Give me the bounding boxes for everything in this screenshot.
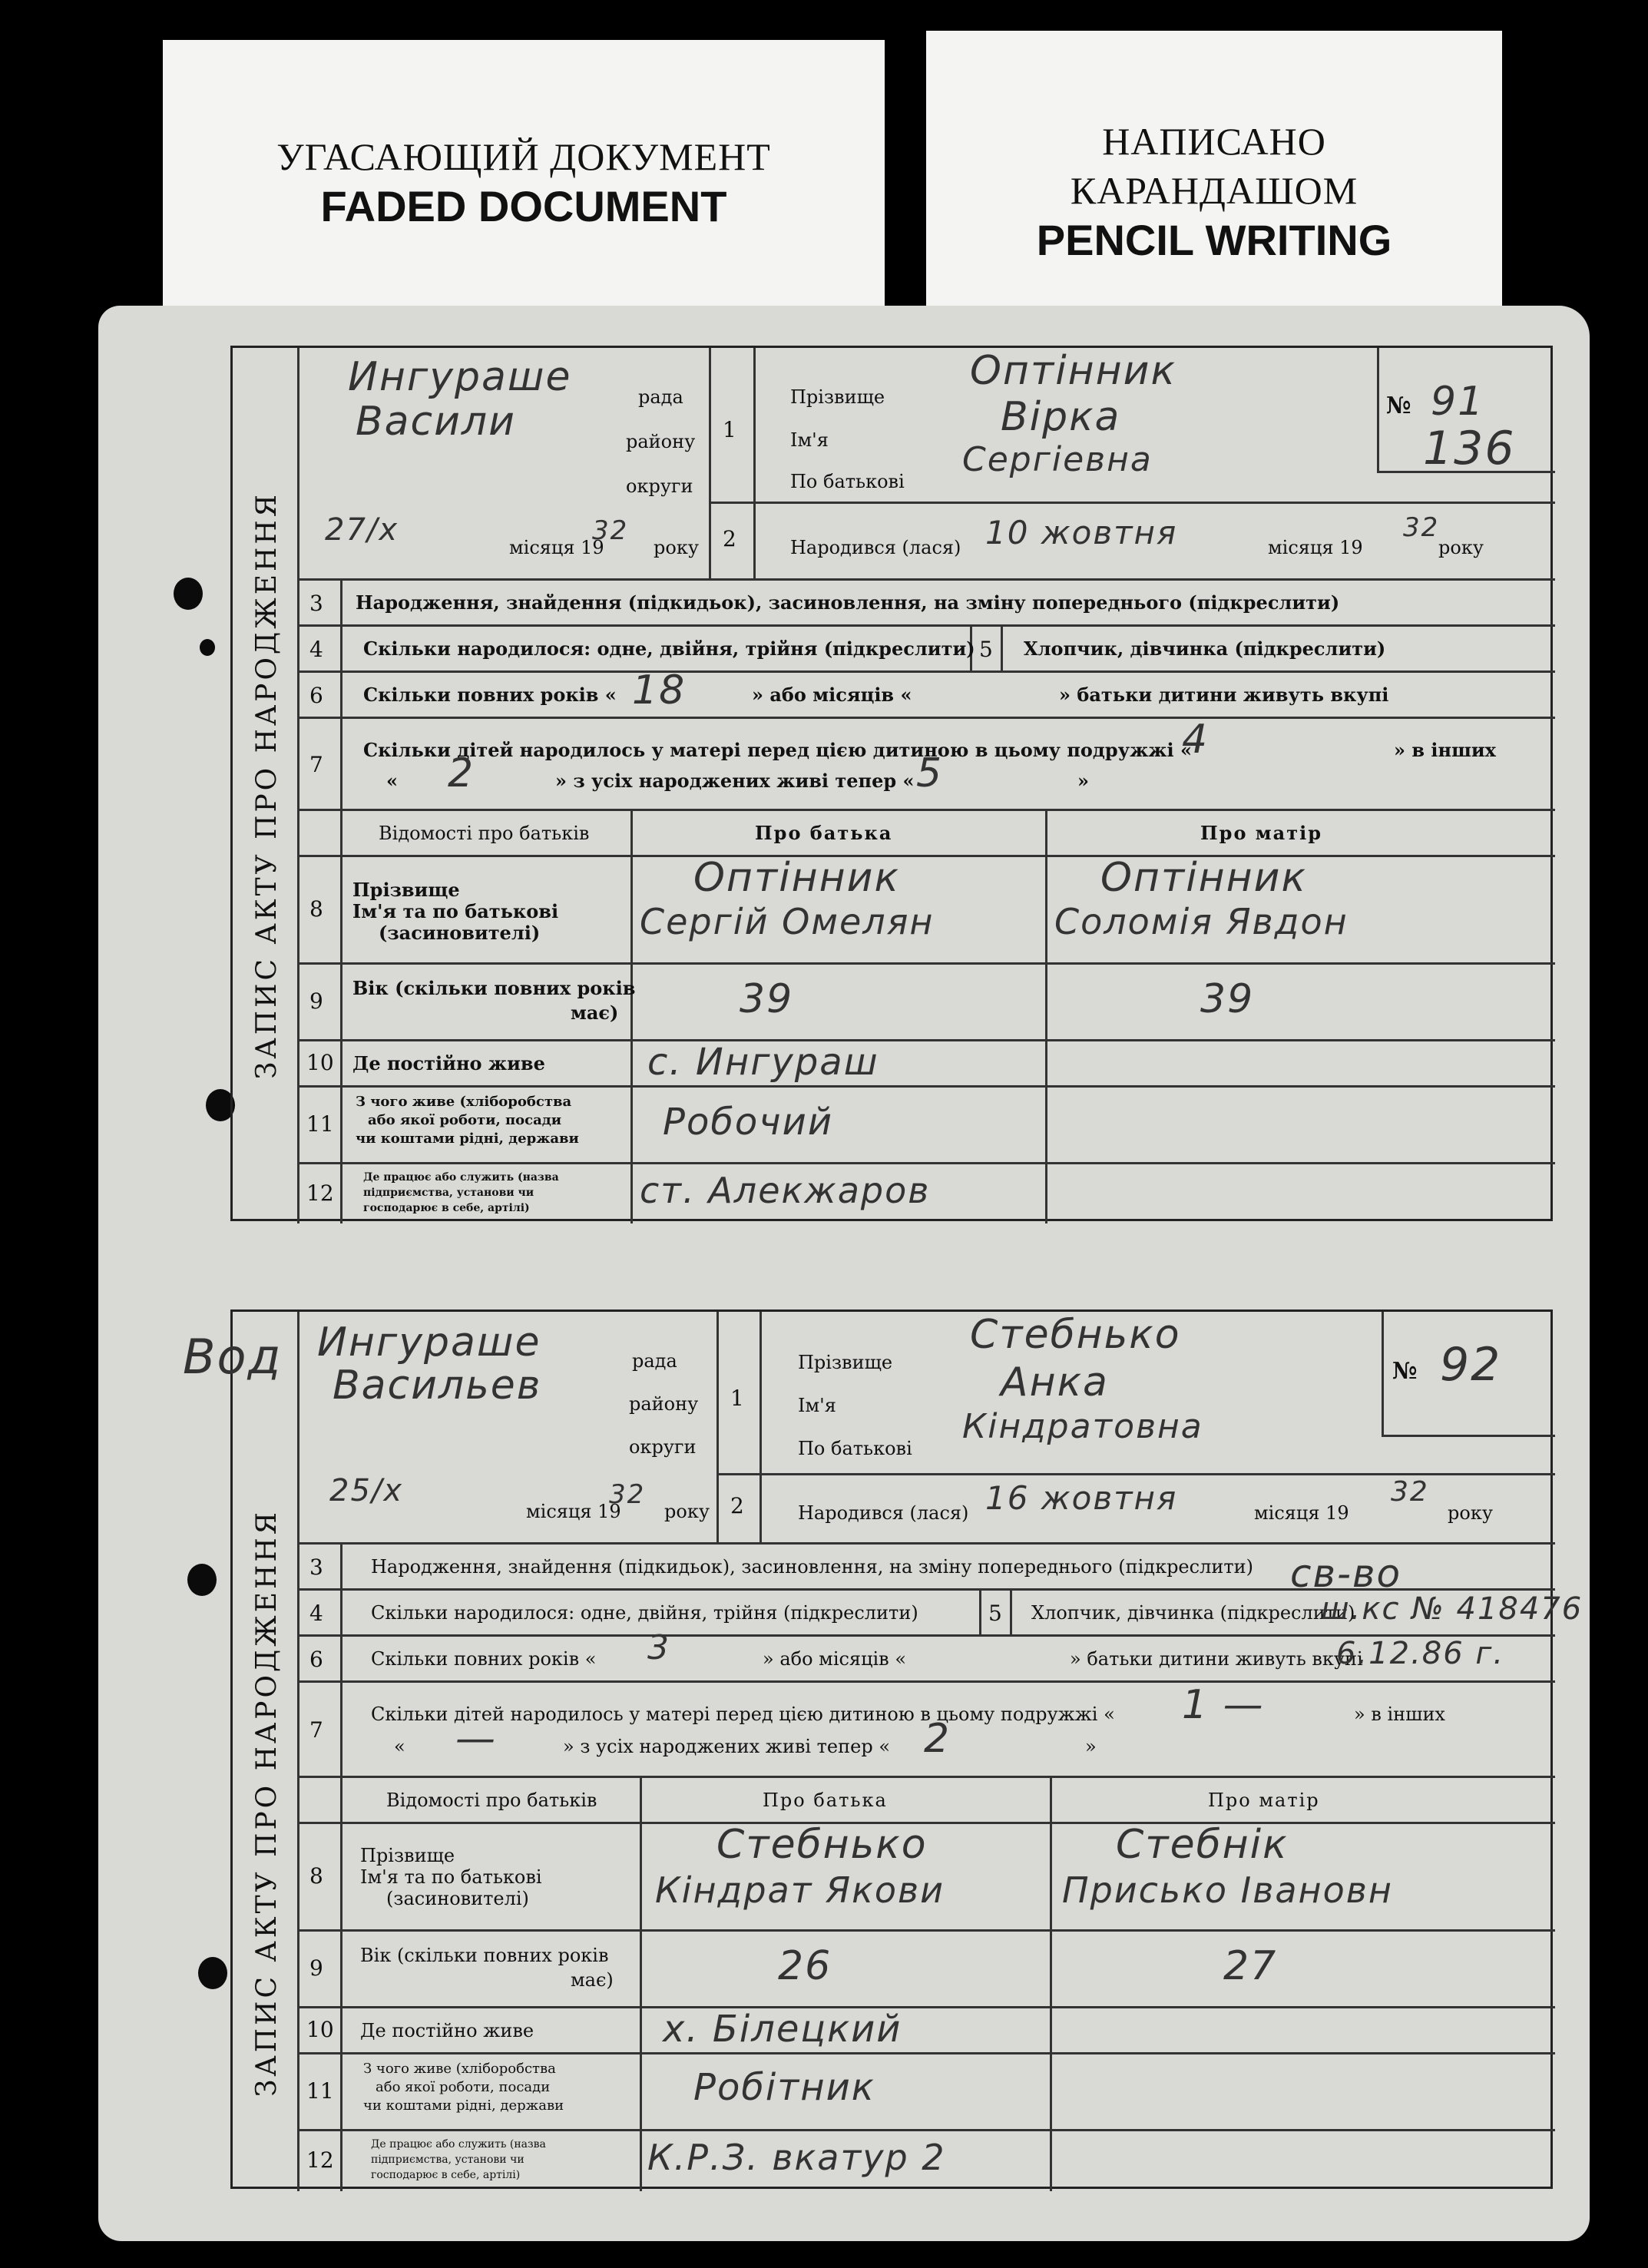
birth-record-form-1: ЗАПИС АКТУ ПРО НАРОДЖЕННЯ рада району округи місяця 19 року Ингураше Васили 27/х 32 1 2 Прізвище Ім'я По батькові Оптінник Вірка Сергіевна № 91 136 Народився (лася) 10 жовтня місяця 19 32 року 3 4 5 6 7 Народження, знайдення (підкидьок), засиновлення, на зміну попереднього (підкреслити) Скільки народилося: одне, двійня, трійня (підкреслити) Хлопчик, дівчинка (підкреслити) Скільки повних років « 18 » або місяців « » батьки дитини живуть вкупі Скільки дітей народилось у матері перед цією дитиною в цьому подружжі « 4 » в інших « 2 » з усіх народжених живі тепер « 5 » Відомості про батьків Про батька Про матір 8 9 10 11 12 Прізвище Ім'я та по батькові (засиновителі) Вік (скільки повних років має) Де постійно живе З чого живе (хліборобства або якої роботи, посади чи коштами рідні, держави Де працює або служить (назва підприємства, установи чи господарює в себе, артілі) Оптінник Сергій Омелян Оптінник Соломія Явдон 39 39 с. Ингураш Робочий ст. Алекжаров <box>230 346 1553 1221</box>
record1-surname: Оптінник <box>970 348 1176 394</box>
record2-raion: Васильев <box>333 1362 542 1409</box>
pencil-writing-label <box>926 31 1502 307</box>
record1-children-alive: 5 <box>916 750 944 796</box>
margin-note-series: ш.кс № 418476 <box>1321 1591 1583 1627</box>
punch-hole <box>174 578 203 610</box>
record1-date: 27/х <box>325 512 399 548</box>
birth-record-form-2: ЗАПИС АКТУ ПРО НАРОДЖЕННЯ рада району округи місяця 19 року Ингураше Васильев 25/х 32 1 2 Прізвище Ім'я По батькові Стебнько Анка Кіндратовна № 92 Народився (лася) 16 жовтня місяця 19 32 року 3 4 5 6 7 Народження, знайдення (підкидьок), засиновлення, на зміну попереднього (підкреслити) Скільки народилося: одне, двійня, трійня (підкреслити) Хлопчик, дівчинка (підкреслити) Скільки повних років « 3 » або місяців « » батьки дитини живуть вкупі Скільки дітей народилось у матері перед цією дитиною в цьому подружжі « 1 — » в інших « — » з усіх народжених живі тепер « 2 » Відомості про батьків Про батька Про матір 8 9 10 11 12 Прізвище Ім'я та по батькові (засиновителі) Вік (скільки повних років має) Де постійно живе З чого живе (хліборобства або якої роботи, посади чи коштами рідні, держави Де працює або служить (назва підприємства, установи чи господарює в себе, артілі) Стебнько Кіндрат Якови Стебнік Присько Івановн 26 27 х. Білецкий Робітник К.Р.З. вкатур 2 <box>230 1309 1553 2189</box>
record1-name: Вірка <box>1001 394 1121 440</box>
record1-years-together: 18 <box>632 667 687 714</box>
record1-father-work: ст. Алекжаров <box>640 1170 931 1211</box>
record2-father-occupation: Робітник <box>693 2066 875 2109</box>
record1-children-before: 4 <box>1182 717 1210 763</box>
record2-mother-age: 27 <box>1223 1943 1278 1989</box>
pencil-label-en: PENCIL WRITING <box>1036 216 1392 264</box>
record1-rada: Ингураше <box>348 354 572 400</box>
record1-raion: Васили <box>356 399 516 445</box>
record1-children-other: 2 <box>448 750 475 796</box>
record1-mother-surname: Оптінник <box>1100 855 1307 901</box>
record2-mother-surname: Стебнік <box>1116 1822 1289 1868</box>
record1-mother-name: Соломія Явдон <box>1054 901 1349 942</box>
record2-years-together: 3 <box>647 1628 670 1667</box>
record2-father-work: К.Р.З. вкатур 2 <box>647 2137 946 2178</box>
left-margin-note: Вод <box>183 1329 283 1385</box>
record1-father-residence: с. Ингураш <box>647 1041 879 1084</box>
margin-note-date: 6.12.86 г. <box>1336 1636 1505 1671</box>
record2-patronymic: Кіндратовна <box>962 1407 1203 1446</box>
record1-born-day: 10 жовтня <box>985 514 1178 551</box>
punch-hole <box>187 1564 217 1596</box>
record1-number-2: 136 <box>1423 422 1516 475</box>
record1-father-surname: Оптінник <box>693 855 900 901</box>
record1-father-name: Сергій Омелян <box>640 901 935 942</box>
record2-rada: Ингураше <box>317 1319 541 1366</box>
record2-children-alive: 2 <box>924 1716 951 1762</box>
record2-date: 25/х <box>329 1473 404 1508</box>
record2-children-before: 1 — <box>1182 1682 1265 1728</box>
punch-hole <box>198 1957 227 1989</box>
punch-hole <box>200 639 215 656</box>
record2-father-age: 26 <box>778 1943 832 1989</box>
margin-note-certificate: св-во <box>1290 1551 1402 1596</box>
record1-patronymic: Сергіевна <box>962 440 1153 479</box>
record2-number: 92 <box>1440 1338 1502 1392</box>
record2-children-other: — <box>455 1716 497 1762</box>
record2-father-surname: Стебнько <box>716 1822 928 1868</box>
record1-number: 91 <box>1431 379 1485 425</box>
record2-surname: Стебнько <box>970 1312 1181 1358</box>
pencil-label-ru-2: КАРАНДАШОМ <box>1070 169 1358 212</box>
form-side-title: ЗАПИС АКТУ ПРО НАРОДЖЕННЯ <box>251 492 283 1080</box>
record1-mother-age: 39 <box>1200 976 1255 1022</box>
record2-father-residence: х. Білецкий <box>663 2008 902 2051</box>
record2-name: Анка <box>1001 1359 1109 1405</box>
record2-born-day: 16 жовтня <box>985 1479 1178 1517</box>
record1-father-age: 39 <box>740 976 794 1022</box>
faded-label-en: FADED DOCUMENT <box>320 182 727 230</box>
record2-mother-name: Присько Івановн <box>1062 1869 1393 1911</box>
faded-document-label <box>163 40 885 316</box>
pencil-label-ru-1: НАПИСАНО <box>1102 120 1326 163</box>
record2-father-name: Кіндрат Якови <box>655 1869 945 1911</box>
record1-father-occupation: Робочий <box>663 1101 834 1144</box>
faded-label-ru: УГАСАЮЩИЙ ДОКУМЕНТ <box>276 135 771 178</box>
form-side-title: ЗАПИС АКТУ ПРО НАРОДЖЕННЯ <box>251 1509 283 2097</box>
